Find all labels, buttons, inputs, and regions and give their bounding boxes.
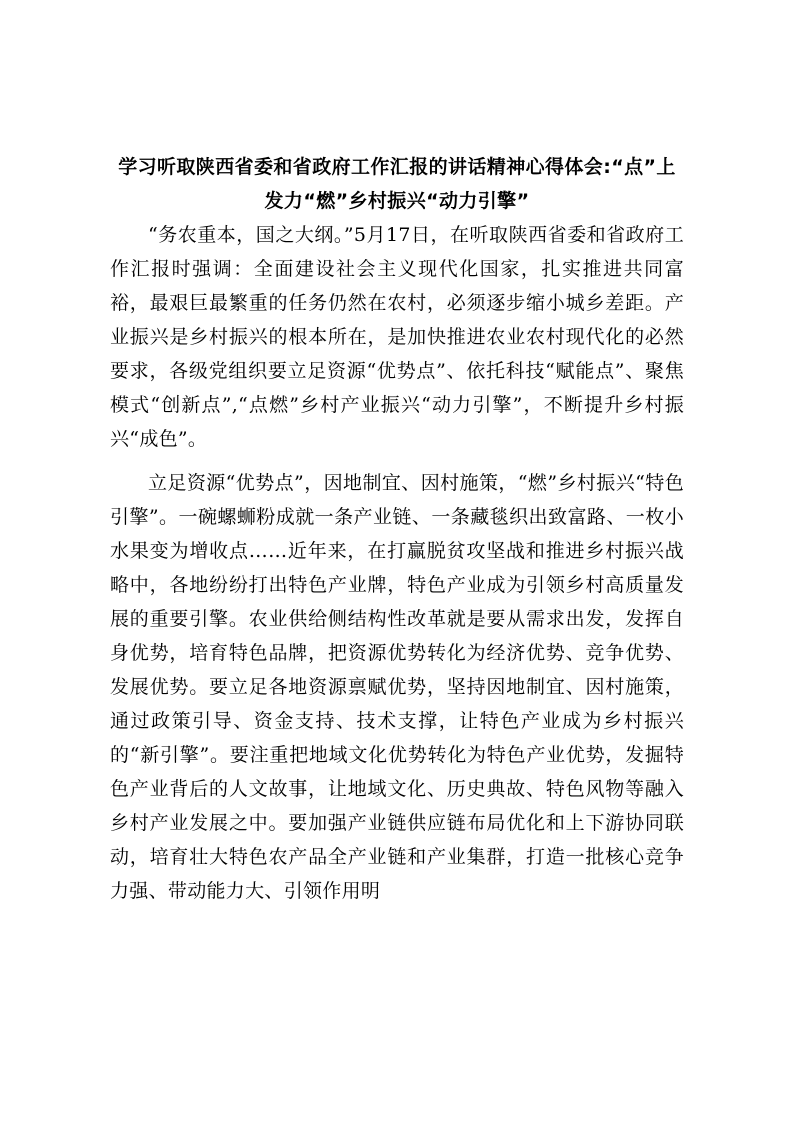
document-body (110, 150, 684, 908)
paragraph-resource-advantage: 立足资源“优势点”，因地制宜、因村施策，“燃”乡村振兴“特色引擎”。一碗螺蛳粉成就一条产业链、一条藏毯织出致富路、一枚小水果变为增收点……近年来，在打赢脱贫攻坚战和推进乡村振兴战略中，各地纷纷打出特色产业牌，特色产业成为引领乡村高质量发展的重要引擎。农业供给侧结构性改革就是要从需求出发，发挥自身优势，培育特色品牌，把资源优势转化为经济优势、竞争优势、发展优势。要立足各地资源禀赋优势，坚持因地制宜、因村施策，通过政策引导、资金支持、技术支撑，让特色产业成为乡村振兴的“新引擎”。要注重把地域文化优势转化为特色产业优势，发掘特色产业背后的人文故事，让地域文化、历史典故、特色风物等融入乡村产业发展之中。要加强产业链供应链布局优化和上下游协同联动，培育壮大特色农产品全产业链和产业集群，打造一批核心竞争力强、带动能力大、引领作用明 (110, 472, 684, 902)
paragraph-intro: “务农重本，国之大纲。”5月17日，在听取陕西省委和省政府工作汇报时强调：全面建设社会主义现代化国家，扎实推进共同富裕，最艰巨最繁重的任务仍然在农村，必须逐步缩小城乡差距。产业振兴是乡村振兴的根本所在，是加快推进农业农村现代化的必然要求，各级党组织要立足资源“优势点”、依托科技“赋能点”、聚焦模式“创新点”,“点燃”乡村产业振兴“动力引擎”，不断提升乡村振兴“成色”。 (110, 224, 684, 450)
document-title: 学习听取陕西省委和省政府工作汇报的讲话精神心得体会:“点”上发力“燃”乡村振兴“动力引擎” (118, 156, 676, 212)
